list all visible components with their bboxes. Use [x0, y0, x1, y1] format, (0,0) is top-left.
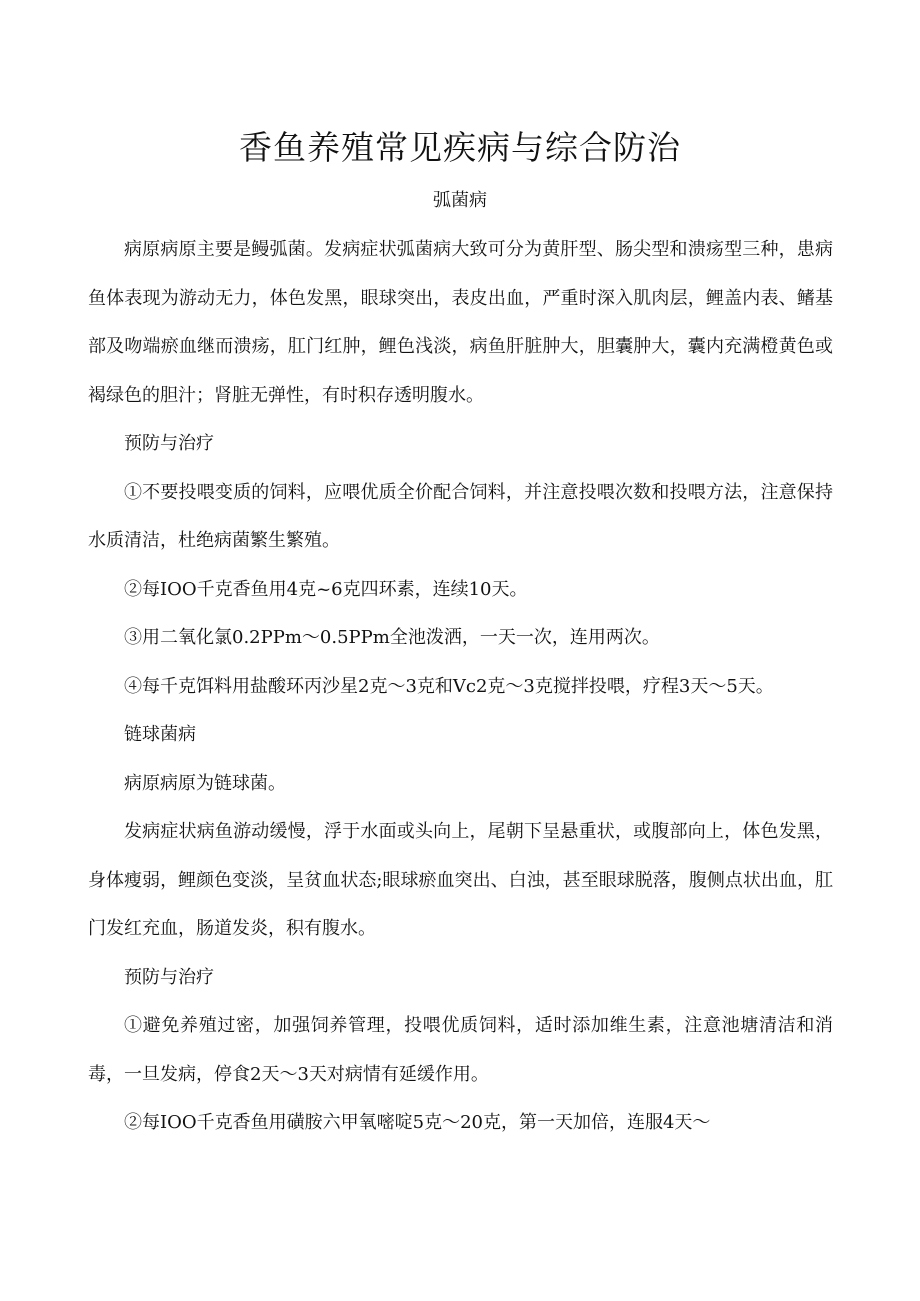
paragraph-treatment-3: ③用二氧化氯0.2PPm～0.5PPm全池泼洒，一天一次，连用两次。 — [124, 627, 660, 648]
paragraph-strep-treatment-1: ①避免养殖过密，加强饲养管理，投喂优质饲料，适时添加维生素，注意池塘清洁和消毒，一旦发病，停食2天～3天对病情有延缓作用。 — [88, 1015, 833, 1085]
paragraph-treatment-4: ④每千克饵料用盐酸环丙沙星2克～3克和Vc2克～3克搅拌投喂，疗程3天～5天。 — [124, 675, 774, 697]
document-title: 香鱼养殖常见疾病与综合防治 — [239, 128, 681, 167]
paragraph-strep-treatment-2: ②每IOO千克香鱼用磺胺六甲氧嘧啶5克～20克，第一天加倍，连服4天～ — [124, 1112, 711, 1133]
paragraph-treatment-1: ①不要投喂变质的饲料，应喂优质全价配合饲料，并注意投喂次数和投喂方法，注意保持水质清洁，杜绝病菌繁生繁殖。 — [88, 481, 833, 551]
paragraph-vibriosis-pathogen-symptoms: 病原病原主要是鳗弧菌。发病症状弧菌病大致可分为黄肝型、肠尖型和溃疡型三种，患病鱼体表现为游动无力，体色发黑，眼球突出，表皮出血，严重时深入肌肉层，鲤盖内表、鳍基部及吻端瘀血继而溃疡，肛门红肿，鲤色浅淡，病鱼肝脏肿大，胆囊肿大，囊内充满橙黄色或褐绿色的胆汁；肾脏无弹性，有时积存透明腹水。 — [88, 239, 833, 406]
section-heading-vibriosis: 弧菌病 — [433, 190, 487, 211]
paragraph-treatment-2: ②每IOO千克香鱼用4克~6克四环素，连续10天。 — [124, 578, 528, 600]
document-body — [88, 226, 833, 1148]
paragraph-strep-symptoms: 发病症状病鱼游动缓慢，浮于水面或头向上，尾朝下呈悬重状，或腹部向上，体色发黑，身体瘦弱，鲤颜色变淡，呈贫血状态;眼球瘀血突出、白浊，甚至眼球脱落，腹侧点状出血，肛门发红充血，肠道发炎，积有腹水。 — [88, 821, 833, 939]
section-heading-streptococcosis: 链球菌病 — [124, 724, 196, 745]
paragraph-prevention-heading-2: 预防与治疗 — [124, 966, 214, 988]
paragraph-strep-pathogen: 病原病原为链球菌。 — [124, 772, 286, 794]
paragraph-prevention-heading: 预防与治疗 — [124, 433, 214, 454]
